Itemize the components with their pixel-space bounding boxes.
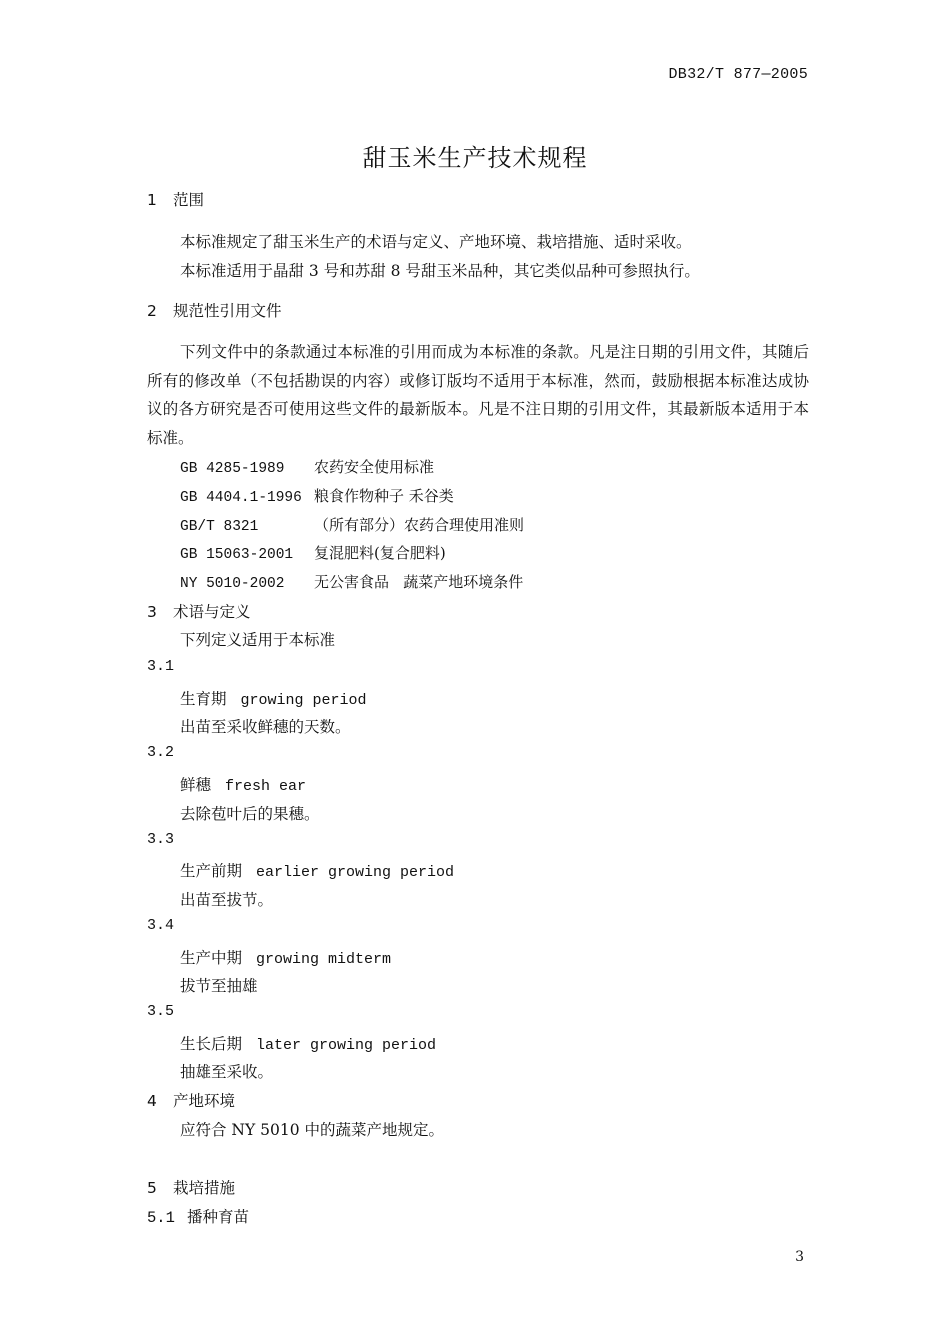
term-definition: 抽雄至采收。 [180, 1063, 274, 1081]
term-zh: 生育期 [180, 690, 227, 708]
term-definition: 出苗至采收鲜穗的天数。 [180, 718, 351, 736]
subsection-number: 3.3 [147, 831, 175, 848]
paragraph: 本标准适用于晶甜 3 号和苏甜 8 号甜玉米品种，其它类似品种可参照执行。 [180, 262, 700, 280]
section-title: 栽培措施 [173, 1179, 236, 1197]
paragraph: 本标准规定了甜玉米生产的术语与定义、产地环境、栽培措施、适时采收。 [180, 233, 692, 251]
section-3-heading [147, 600, 251, 622]
term-en: later growing period [256, 1037, 437, 1054]
reference-name: （所有部分）农药合理使用准则 [314, 516, 525, 534]
term-en: earlier growing period [256, 864, 455, 881]
term-zh: 生产中期 [180, 949, 243, 967]
section-number: 2 [147, 302, 157, 320]
reference-item [180, 485, 454, 506]
section-5-heading [147, 1176, 235, 1198]
standard-code: DB32/T 877—2005 [668, 66, 808, 83]
reference-name: 无公害食品 蔬菜产地环境条件 [314, 573, 524, 591]
subsection-number: 5.1 [147, 1209, 175, 1227]
subsection-number: 3.2 [147, 744, 175, 761]
section-number: 5 [147, 1179, 157, 1197]
subsection-title: 播种育苗 [187, 1208, 250, 1226]
paragraph: 应符合 NY 5010 中的蔬菜产地规定。 [180, 1121, 445, 1139]
term-zh: 生产前期 [180, 862, 243, 880]
section-2-heading [147, 299, 282, 321]
subsection-number: 3.5 [147, 1003, 175, 1020]
reference-code: GB 4285-1989 [180, 461, 285, 477]
subsection-5-1-heading [147, 1205, 249, 1227]
term-en: fresh ear [225, 778, 307, 795]
term-heading [180, 687, 367, 709]
reference-code: GB 15063-2001 [180, 547, 294, 563]
section-title: 产地环境 [173, 1092, 236, 1110]
term-heading [180, 946, 391, 968]
reference-name: 粮食作物种子 禾谷类 [314, 487, 454, 505]
term-zh: 鲜穗 [180, 776, 212, 794]
reference-name: 复混肥料(复合肥料) [314, 544, 446, 562]
section-number: 1 [147, 191, 157, 209]
section-1-heading [147, 188, 204, 210]
term-heading [180, 1032, 436, 1054]
reference-item [180, 571, 523, 592]
term-definition: 出苗至拔节。 [180, 891, 274, 909]
subsection-number: 3.1 [147, 658, 175, 675]
term-definition: 拔节至抽雄 [180, 977, 258, 995]
term-heading [180, 859, 454, 881]
term-heading [180, 773, 306, 795]
section-number: 4 [147, 1092, 157, 1110]
term-definition: 去除苞叶后的果穗。 [180, 805, 320, 823]
section-title: 规范性引用文件 [173, 302, 282, 320]
reference-code: GB/T 8321 [180, 519, 259, 535]
page-number: 3 [795, 1249, 804, 1265]
reference-code: NY 5010-2002 [180, 576, 285, 592]
term-en: growing midterm [256, 951, 392, 968]
document-title: 甜玉米生产技术规程 [362, 144, 588, 172]
paragraph: 下列定义适用于本标准 [180, 631, 336, 649]
section-number: 3 [147, 603, 157, 621]
reference-code: GB 4404.1-1996 [180, 490, 302, 506]
term-en: growing period [240, 692, 367, 709]
term-zh: 生长后期 [180, 1035, 243, 1053]
reference-item [180, 514, 524, 535]
subsection-number: 3.4 [147, 917, 175, 934]
reference-item [180, 542, 446, 563]
paragraph: 下列文件中的条款通过本标准的引用而成为本标准的条款。凡是注日期的引用文件，其随后所有的修改单（不包括勘误的内容）或修订版均不适用于本标准，然而，鼓励根据本标准达成协议的各方研究是否可使用这些文件的最新版本。凡是不注日期的引用文件，其最新版本适用于本标准。 [147, 343, 809, 447]
section-4-heading [147, 1089, 235, 1111]
reference-name: 农药安全使用标准 [314, 458, 435, 476]
section-title: 范围 [173, 191, 205, 209]
section-title: 术语与定义 [173, 603, 251, 621]
reference-item [180, 456, 434, 477]
